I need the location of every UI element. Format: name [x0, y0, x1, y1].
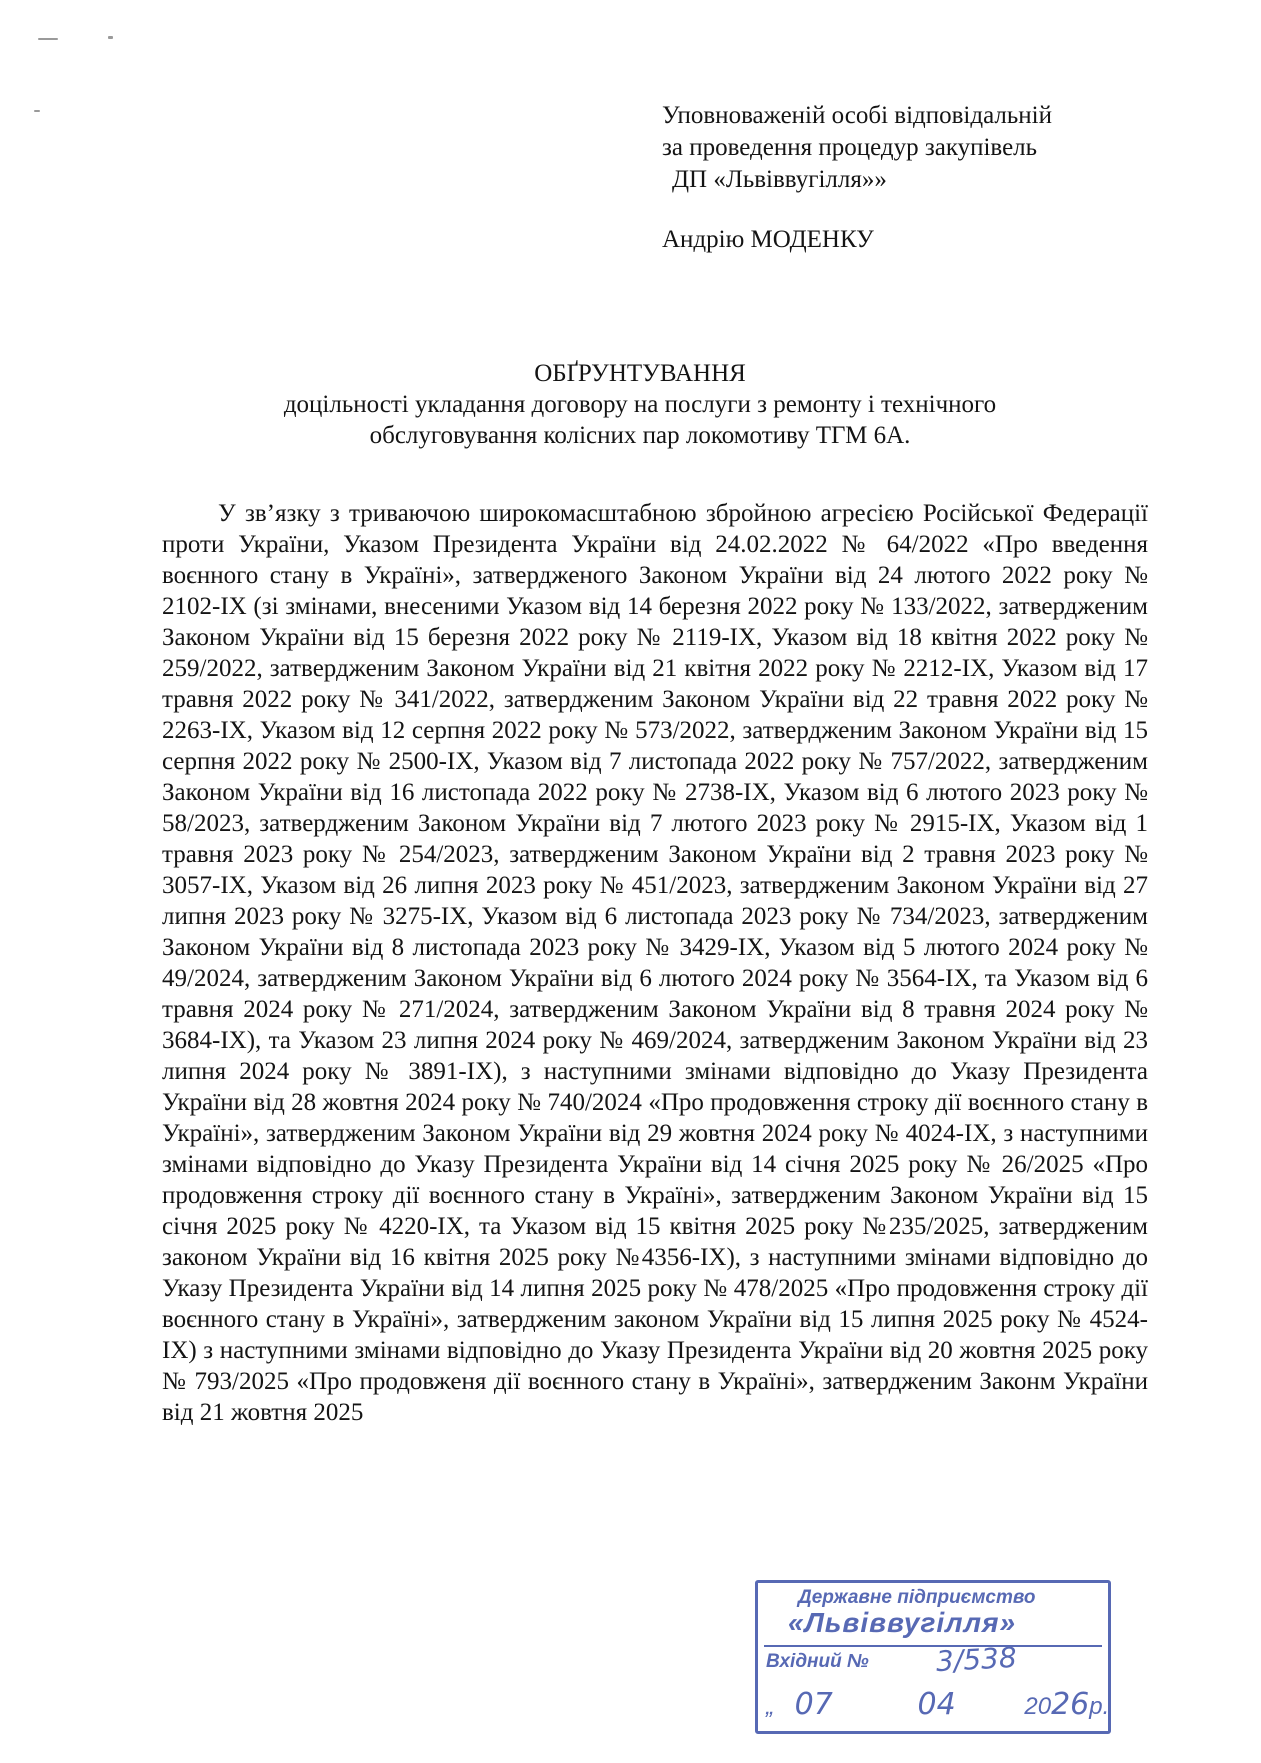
stamp-divider: [764, 1645, 1102, 1647]
stamp-date-year-prefix: 20: [1024, 1693, 1052, 1720]
addressee-line-3: ДП «Львіввугілля»»: [672, 166, 887, 193]
addressee-block: [662, 100, 1052, 256]
stamp-date-year-suffix: 26: [1051, 1687, 1090, 1722]
stamp-date-quote: „: [766, 1693, 774, 1720]
stamp-date-line: [766, 1687, 1109, 1722]
incoming-registration-stamp: [755, 1580, 1111, 1734]
document-subtitle-line-1: доцільності укладання договору на послуги з ремонту і технічного: [283, 391, 997, 418]
stamp-incoming-label: Вхідний №: [766, 1651, 869, 1672]
scan-speck: [34, 110, 40, 112]
body-paragraph: У зв’язку з триваючою широкомасштабною збройною агресією Російської Федерації проти України, Указом Президента України від 24.02.2022 № 64/2022 «Про введення воєнного стану в Україні», затвердженого Законом України від 24 лютого 2022 року № 2102-IX (зі змінами, внесеними Указом від 14 березня 2022 року № 133/2022, затвердженим Законом України від 15 березня 2022 року № 2119-IX, Указом від 18 квітня 2022 року № 259/2022, затвердженим Законом України від 21 квітня 2022 року № 2212-IX, Указом від 17 травня 2022 року № 341/2022, затвердженим Законом України від 22 травня 2022 року № 2263-IX, Указом від 12 серпня 2022 року № 573/2022, затвердженим Законом України від 15 серпня 2022 року № 2500-IX, Указом від 7 листопада 2022 року № 757/2022, затвердженим Законом України від 16 листопада 2022 року № 2738-IX, Указом від 6 лютого 2023 року № 58/2023, затвердженим Законом України від 7 лютого 2023 року № 2915-IX, Указом від 1 травня 2023 року № 254/2023, затвердженим Законом України від 2 травня 2023 року № 3057-IX, Указом від 26 липня 2023 року № 451/2023, затвердженим Законом України від 27 липня 2023 року № 3275-IX, Указом від 6 листопада 2023 року № 734/2023, затвердженим Законом України від 8 листопада 2023 року № 3429-IX, Указом від 5 лютого 2024 року № 49/2024, затвердженим Законом України від 6 лютого 2024 року № 3564-IX, та Указом від 6 травня 2024 року № 271/2024, затвердженим Законом України від 8 травня 2024 року № 3684-IX), та Указом 23 липня 2024 року № 469/2024, затвердженим Законом України від 23 липня 2024 року № 3891-IX), з наступними змінами відповідно до Указу Президента України від 28 жовтня 2024 року № 740/2024 «Про продовження строку дії воєнного стану в Україні», затвердженим Законом України від 29 жовтня 2024 року № 4024-IX, з наступними змінами відповідно до Указу Президента України від 14 січня 2025 року № 26/2025 «Про продовження строку дії воєнного стану в Україні», затвердженим Законом України від 15 січня 2025 року № 4220-IX, та Указом від 15 квітня 2025 року №235/2025, затвердженим законом України від 16 квітня 2025 року №4356-IX), з наступними змінами відповідно до Указу Президента України від 14 липня 2025 року № 478/2025 «Про продовження строку дії воєнного стану в Україні», затвердженим законом України від 15 липня 2025 року № 4524-IX) з наступними змінами відповідно до Указу Президента України від 20 жовтня 2025 року № 793/2025 «Про продовженя дії воєнного стану в Україні», затвердженим Законм України від 21 жовтня 2025: [162, 500, 1148, 1426]
scan-speck: [108, 36, 113, 39]
document-title: ОБҐРУНТУВАННЯ: [534, 360, 746, 387]
document-subtitle-line-2: обслуговування колісних пар локомотиву ТГМ 6А.: [369, 422, 911, 449]
addressee-line-2: за проведення процедур закупівель: [662, 134, 1038, 161]
addressee-name: Андрію МОДЕНКУ: [662, 226, 874, 253]
stamp-org-name: «Львіввугілля»: [788, 1607, 1017, 1638]
addressee-line-1: Уповноваженій особі відповідальній: [662, 102, 1052, 129]
stamp-date-year-end: р.: [1089, 1693, 1110, 1720]
stamp-date-month: 04: [917, 1687, 956, 1722]
stamp-incoming-number: 3/538: [935, 1640, 1018, 1679]
stamp-org-type: Державне підприємство: [798, 1587, 1036, 1608]
scan-speck: [38, 38, 58, 40]
stamp-date-day: 07: [794, 1687, 833, 1722]
document-heading: [160, 358, 1120, 451]
